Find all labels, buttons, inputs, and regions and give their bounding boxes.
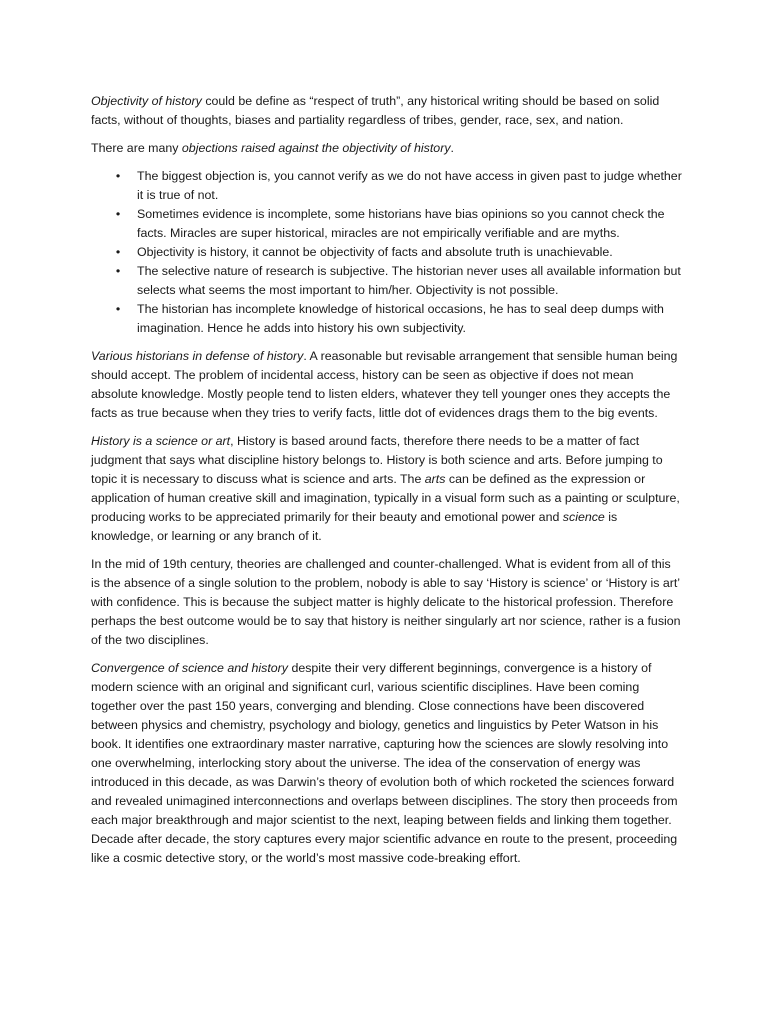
bullet-icon: • <box>115 245 121 259</box>
list-item <box>91 205 683 243</box>
list-item <box>91 262 683 300</box>
term-science-or-art: History is a science or art <box>91 434 231 448</box>
paragraph-19th-century <box>91 555 683 650</box>
paragraph-objectivity-definition <box>91 92 683 130</box>
list-item <box>91 167 683 205</box>
paragraph-text: There are many <box>91 141 182 155</box>
paragraph-science-or-art <box>91 432 683 546</box>
paragraph-text: In the mid of 19th century, theories are challenged and counter-challenged. What is evident from all of this is the absence of a single solution to the problem, nobody is able to say ‘History is science’ or ‘History is art’ with confidence. This is because the subject matter is highly delicate to the historical profession. Therefore perhaps the best outcome would be to say that history is neither singularly art nor science, rather is a fusion of the two disciplines. <box>91 557 681 647</box>
paragraph-text: . <box>450 141 454 155</box>
document-page <box>91 92 683 877</box>
paragraph-text: , History is based around facts, therefore there needs to be a matter of fact judgment that says what discipline history belongs to. History is both science and arts. Before jumping to topic it is necessary to discuss what is science and arts. The <box>91 434 663 486</box>
paragraph-objections-intro <box>91 139 683 158</box>
paragraph-text: is knowledge, or learning or any branch of it. <box>91 510 618 543</box>
paragraph-text: could be define as “respect of truth”, any historical writing should be based on solid facts, without of thoughts, biases and partiality regardless of tribes, gender, race, sex, and nation. <box>91 94 660 127</box>
paragraph-text: . A reasonable but revisable arrangement that sensible human being should accept. The problem of incidental access, history can be seen as objective if does not mean absolute knowledge. Mostly people tend to listen elders, whatever they tell younger ones they accepts the facts as true because when they tries to verify facts, little dot of evidences drags them to the big events. <box>91 349 678 420</box>
bullet-icon: • <box>115 207 121 221</box>
term-objections: objections raised against the objectivity of history <box>181 141 451 155</box>
term-arts: arts <box>424 472 446 486</box>
list-item <box>91 300 683 338</box>
objections-list <box>91 167 683 338</box>
term-science: science <box>562 510 605 524</box>
bullet-icon: • <box>115 302 121 316</box>
list-item-text: Sometimes evidence is incomplete, some historians have bias opinions so you cannot check the facts. Miracles are super historical, miracles are not empirically verifiable and are myths. <box>137 207 665 240</box>
paragraph-convergence <box>91 659 683 868</box>
paragraph-historians-defense <box>91 347 683 423</box>
term-historians-defense: Various historians in defense of history <box>91 349 304 363</box>
term-objectivity-of-history: Objectivity of history <box>91 94 202 108</box>
list-item <box>91 243 683 262</box>
paragraph-text: can be defined as the expression or application of human creative skill and imagination, typically in a visual form such as a painting or sculpture, producing works to be appreciated primarily for their beauty and emotional power and <box>91 472 680 524</box>
paragraph-text: despite their very different beginnings, convergence is a history of modern science with an original and significant curl, various scientific disciplines. Have been coming together over the past 150 years, converging and blending. Close connections have been discovered between physics and chemistry, psychology and biology, genetics and linguistics by Peter Watson in his book. It identifies one extraordinary master narrative, capturing how the sciences are slowly resolving into one overwhelming, interlocking story about the universe. The idea of the conservation of energy was introduced in this decade, as was Darwin’s theory of evolution both of which rocketed the sciences forward and revealed unimagined interconnections and overlaps between disciplines. The story then proceeds from each major breakthrough and major scientist to the next, leaping between fields and linking them together. Decade after decade, the story captures every major scientific advance en route to the present, proceeding like a cosmic detective story, or the world’s most massive code-breaking effort. <box>91 661 678 865</box>
list-item-text: The biggest objection is, you cannot verify as we do not have access in given past to judge whether it is true of not. <box>137 169 682 202</box>
list-item-text: The historian has incomplete knowledge of historical occasions, he has to seal deep dumps with imagination. Hence he adds into history his own subjectivity. <box>137 302 664 335</box>
bullet-icon: • <box>115 264 121 278</box>
list-item-text: The selective nature of research is subjective. The historian never uses all available information but selects what seems the most important to him/her. Objectivity is not possible. <box>137 264 681 297</box>
list-item-text: Objectivity is history, it cannot be objectivity of facts and absolute truth is unachievable. <box>137 245 613 259</box>
bullet-icon: • <box>115 169 121 183</box>
term-convergence: Convergence of science and history <box>91 661 288 675</box>
